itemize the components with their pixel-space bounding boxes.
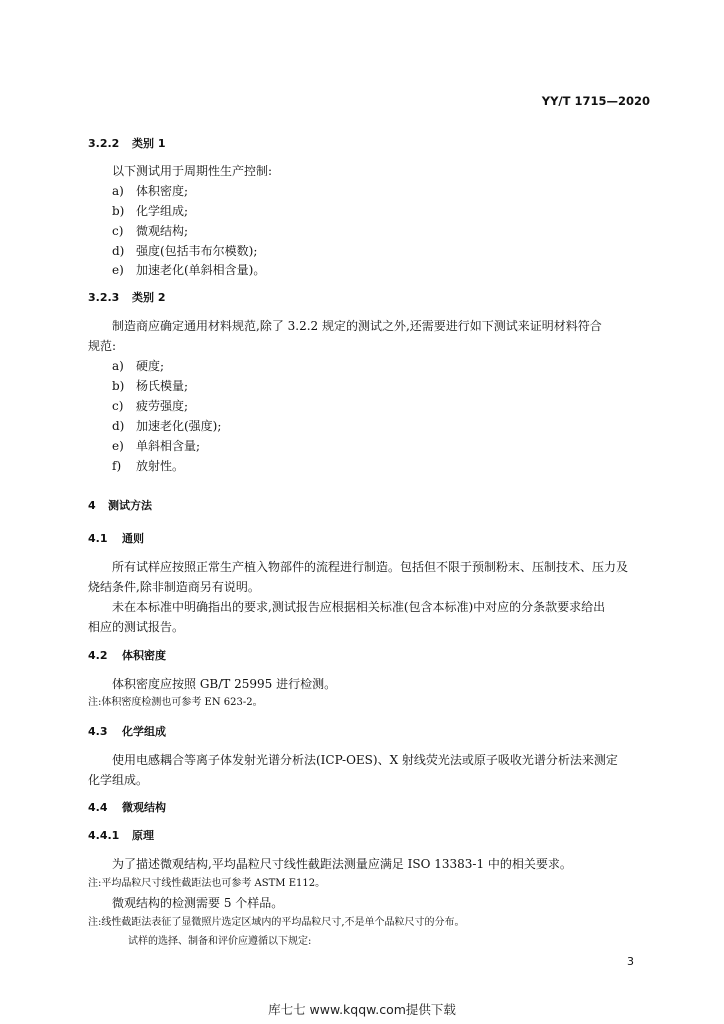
section-title: 类别 1 bbox=[132, 137, 166, 150]
section-number: 4.4.1 bbox=[88, 829, 120, 842]
section-title: 原理 bbox=[132, 829, 154, 842]
s322-intro: 以下测试用于周期性生产控制: bbox=[112, 164, 273, 178]
section-number: 3.2.2 bbox=[88, 137, 120, 150]
list-item: d) 强度(包括韦布尔模数); bbox=[112, 244, 258, 258]
s441-text2: 微观结构的检测需要 5 个样品。 bbox=[112, 896, 284, 910]
list-item: f) 放射性。 bbox=[112, 459, 185, 473]
s43-line2: 化学组成。 bbox=[88, 773, 149, 787]
list-item: c) 微观结构; bbox=[112, 224, 189, 238]
s323-para-line1: 制造商应确定通用材料规范,除了 3.2.2 规定的测试之外,还需要进行如下测试来证明材料符合 bbox=[112, 319, 602, 333]
heading-4 bbox=[88, 500, 152, 511]
heading-4-4 bbox=[88, 802, 166, 813]
list-item: e) 加速老化(单斜相含量)。 bbox=[112, 263, 266, 277]
list-item: c) 疲劳强度; bbox=[112, 399, 189, 413]
heading-4-4-1 bbox=[88, 830, 154, 841]
s323-para-line2: 规范: bbox=[88, 339, 117, 353]
standard-code: YY/T 1715—2020 bbox=[541, 94, 650, 108]
section-number: 3.2.3 bbox=[88, 291, 120, 304]
section-number: 4.2 bbox=[88, 649, 108, 662]
section-number: 4.4 bbox=[88, 801, 108, 814]
page-number: 3 bbox=[627, 955, 634, 968]
s41-p2-line2: 相应的测试报告。 bbox=[88, 620, 185, 634]
s43-line1: 使用电感耦合等离子体发射光谱分析法(ICP-OES)、X 射线荧光法或原子吸收光谱分析法来测定 bbox=[112, 753, 618, 767]
section-title: 体积密度 bbox=[122, 649, 166, 662]
section-title: 类别 2 bbox=[132, 291, 166, 304]
list-item: b) 化学组成; bbox=[112, 204, 189, 218]
s441-note2: 注:线性截距法表征了显微照片选定区域内的平均晶粒尺寸,不是单个晶粒尺寸的分布。 bbox=[88, 917, 465, 928]
s41-p1-line1: 所有试样应按照正常生产植入物部件的流程进行制造。包括但不限于预制粉末、压制技术、压力及 bbox=[112, 560, 629, 574]
heading-3-2-2 bbox=[88, 138, 165, 149]
section-number: 4.3 bbox=[88, 725, 108, 738]
section-number: 4 bbox=[88, 499, 96, 512]
section-title: 化学组成 bbox=[122, 725, 166, 738]
s41-p2-line1: 未在本标准中明确指出的要求,测试报告应根据相关标准(包含本标准)中对应的分条款要求给出 bbox=[112, 600, 606, 614]
footer-watermark: 库七七 www.kqqw.com提供下载 bbox=[268, 1002, 456, 1017]
list-item: b) 杨氏模量; bbox=[112, 379, 189, 393]
section-number: 4.1 bbox=[88, 532, 108, 545]
heading-3-2-3 bbox=[88, 292, 165, 303]
list-item: e) 单斜相含量; bbox=[112, 439, 201, 453]
s441-text3: 试样的选择、制备和评价应遵循以下规定: bbox=[128, 936, 312, 947]
s42-text: 体积密度应按照 GB/T 25995 进行检测。 bbox=[112, 677, 337, 691]
heading-4-3 bbox=[88, 726, 166, 737]
list-item: a) 体积密度; bbox=[112, 184, 189, 198]
list-item: a) 硬度; bbox=[112, 359, 165, 373]
heading-4-1 bbox=[88, 533, 144, 544]
s441-note1: 注:平均晶粒尺寸线性截距法也可参考 ASTM E112。 bbox=[88, 878, 326, 889]
list-item: d) 加速老化(强度); bbox=[112, 419, 222, 433]
s42-note: 注:体积密度检测也可参考 EN 623-2。 bbox=[88, 697, 263, 708]
section-title: 测试方法 bbox=[108, 499, 152, 512]
s441-text1: 为了描述微观结构,平均晶粒尺寸线性截距法测量应满足 ISO 13383-1 中的相关要求。 bbox=[112, 857, 572, 871]
section-title: 微观结构 bbox=[122, 801, 166, 814]
section-title: 通则 bbox=[122, 532, 144, 545]
heading-4-2 bbox=[88, 650, 166, 661]
s41-p1-line2: 烧结条件,除非制造商另有说明。 bbox=[88, 580, 260, 594]
